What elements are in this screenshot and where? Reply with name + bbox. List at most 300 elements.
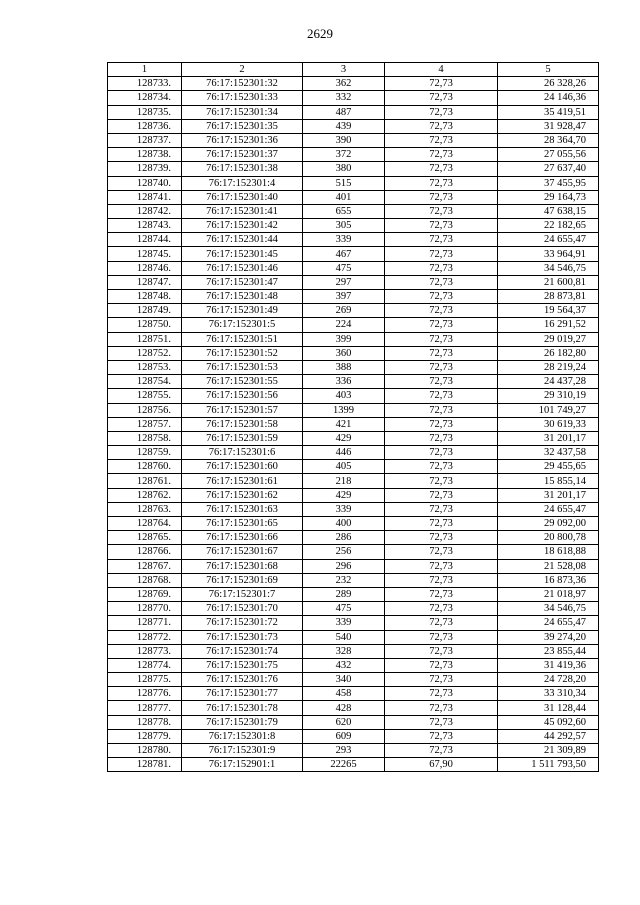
table-row bbox=[108, 91, 599, 105]
row-number-cell: 128769. bbox=[108, 587, 182, 601]
rate-cell: 72,73 bbox=[385, 687, 498, 701]
cadastral-number-cell: 76:17:152301:67 bbox=[182, 545, 303, 559]
cadastral-number-cell: 76:17:152301:32 bbox=[182, 77, 303, 91]
area-cell: 339 bbox=[303, 502, 385, 516]
rate-cell: 72,73 bbox=[385, 105, 498, 119]
cadastral-number-cell: 76:17:152301:4 bbox=[182, 176, 303, 190]
rate-cell: 72,73 bbox=[385, 474, 498, 488]
value-cell: 29 092,00 bbox=[498, 517, 599, 531]
cadastral-number-cell: 76:17:152301:61 bbox=[182, 474, 303, 488]
row-number-cell: 128741. bbox=[108, 190, 182, 204]
cadastral-number-cell: 76:17:152301:36 bbox=[182, 133, 303, 147]
value-cell: 39 274,20 bbox=[498, 630, 599, 644]
table-row bbox=[108, 318, 599, 332]
area-cell: 467 bbox=[303, 247, 385, 261]
cadastral-number-cell: 76:17:152301:66 bbox=[182, 531, 303, 545]
rate-cell: 72,73 bbox=[385, 587, 498, 601]
table-row bbox=[108, 176, 599, 190]
cadastral-number-cell: 76:17:152301:34 bbox=[182, 105, 303, 119]
area-cell: 232 bbox=[303, 573, 385, 587]
rate-cell: 72,73 bbox=[385, 602, 498, 616]
cadastral-number-cell: 76:17:152301:73 bbox=[182, 630, 303, 644]
value-cell: 15 855,14 bbox=[498, 474, 599, 488]
value-cell: 24 437,28 bbox=[498, 375, 599, 389]
rate-cell: 72,73 bbox=[385, 346, 498, 360]
area-cell: 400 bbox=[303, 517, 385, 531]
row-number-cell: 128755. bbox=[108, 389, 182, 403]
rate-cell: 72,73 bbox=[385, 247, 498, 261]
rate-cell: 72,73 bbox=[385, 616, 498, 630]
rate-cell: 72,73 bbox=[385, 517, 498, 531]
area-cell: 515 bbox=[303, 176, 385, 190]
cadastral-number-cell: 76:17:152301:51 bbox=[182, 332, 303, 346]
rate-cell: 72,73 bbox=[385, 162, 498, 176]
table-row bbox=[108, 332, 599, 346]
value-cell: 32 437,58 bbox=[498, 446, 599, 460]
area-cell: 286 bbox=[303, 531, 385, 545]
row-number-cell: 128749. bbox=[108, 304, 182, 318]
cadastral-number-cell: 76:17:152301:46 bbox=[182, 261, 303, 275]
rate-cell: 72,73 bbox=[385, 431, 498, 445]
row-number-cell: 128764. bbox=[108, 517, 182, 531]
cadastral-number-cell: 76:17:152301:35 bbox=[182, 119, 303, 133]
row-number-cell: 128753. bbox=[108, 360, 182, 374]
rate-cell: 72,73 bbox=[385, 673, 498, 687]
table-row bbox=[108, 304, 599, 318]
table-row bbox=[108, 275, 599, 289]
row-number-cell: 128766. bbox=[108, 545, 182, 559]
table-row bbox=[108, 673, 599, 687]
area-cell: 296 bbox=[303, 559, 385, 573]
rate-cell: 72,73 bbox=[385, 630, 498, 644]
table-row bbox=[108, 290, 599, 304]
cadastral-number-cell: 76:17:152301:8 bbox=[182, 729, 303, 743]
area-cell: 475 bbox=[303, 602, 385, 616]
row-number-cell: 128736. bbox=[108, 119, 182, 133]
rate-cell: 72,73 bbox=[385, 176, 498, 190]
area-cell: 256 bbox=[303, 545, 385, 559]
cadastral-number-cell: 76:17:152301:38 bbox=[182, 162, 303, 176]
table-row bbox=[108, 233, 599, 247]
rate-cell: 72,73 bbox=[385, 488, 498, 502]
rate-cell: 72,73 bbox=[385, 417, 498, 431]
area-cell: 328 bbox=[303, 644, 385, 658]
rate-cell: 72,73 bbox=[385, 545, 498, 559]
column-header-1: 1 bbox=[108, 63, 182, 77]
row-number-cell: 128742. bbox=[108, 204, 182, 218]
row-number-cell: 128770. bbox=[108, 602, 182, 616]
area-cell: 390 bbox=[303, 133, 385, 147]
cadastral-number-cell: 76:17:152301:40 bbox=[182, 190, 303, 204]
area-cell: 620 bbox=[303, 715, 385, 729]
rate-cell: 72,73 bbox=[385, 502, 498, 516]
table-row bbox=[108, 119, 599, 133]
area-cell: 289 bbox=[303, 587, 385, 601]
table-row bbox=[108, 403, 599, 417]
row-number-cell: 128747. bbox=[108, 275, 182, 289]
rate-cell: 72,73 bbox=[385, 304, 498, 318]
area-cell: 305 bbox=[303, 219, 385, 233]
table-row bbox=[108, 602, 599, 616]
table-row bbox=[108, 389, 599, 403]
table-row bbox=[108, 148, 599, 162]
value-cell: 21 528,08 bbox=[498, 559, 599, 573]
table-row bbox=[108, 162, 599, 176]
value-cell: 28 364,70 bbox=[498, 133, 599, 147]
row-number-cell: 128758. bbox=[108, 431, 182, 445]
row-number-cell: 128746. bbox=[108, 261, 182, 275]
area-cell: 439 bbox=[303, 119, 385, 133]
table-row bbox=[108, 744, 599, 758]
row-number-cell: 128781. bbox=[108, 758, 182, 772]
row-number-cell: 128748. bbox=[108, 290, 182, 304]
area-cell: 429 bbox=[303, 431, 385, 445]
row-number-cell: 128776. bbox=[108, 687, 182, 701]
value-cell: 29 164,73 bbox=[498, 190, 599, 204]
row-number-cell: 128778. bbox=[108, 715, 182, 729]
row-number-cell: 128763. bbox=[108, 502, 182, 516]
value-cell: 16 873,36 bbox=[498, 573, 599, 587]
cadastral-number-cell: 76:17:152301:65 bbox=[182, 517, 303, 531]
cadastral-number-cell: 76:17:152301:33 bbox=[182, 91, 303, 105]
row-number-cell: 128740. bbox=[108, 176, 182, 190]
table-row bbox=[108, 729, 599, 743]
area-cell: 388 bbox=[303, 360, 385, 374]
cadastral-number-cell: 76:17:152301:45 bbox=[182, 247, 303, 261]
area-cell: 293 bbox=[303, 744, 385, 758]
value-cell: 18 618,88 bbox=[498, 545, 599, 559]
value-cell: 27 637,40 bbox=[498, 162, 599, 176]
row-number-cell: 128733. bbox=[108, 77, 182, 91]
column-header-2: 2 bbox=[182, 63, 303, 77]
rate-cell: 72,73 bbox=[385, 204, 498, 218]
cadastral-number-cell: 76:17:152301:76 bbox=[182, 673, 303, 687]
table-row bbox=[108, 105, 599, 119]
rate-cell: 72,73 bbox=[385, 190, 498, 204]
rate-cell: 72,73 bbox=[385, 701, 498, 715]
rate-cell: 72,73 bbox=[385, 233, 498, 247]
value-cell: 31 201,17 bbox=[498, 431, 599, 445]
table-row bbox=[108, 77, 599, 91]
table-row bbox=[108, 758, 599, 772]
value-cell: 34 546,75 bbox=[498, 261, 599, 275]
value-cell: 28 219,24 bbox=[498, 360, 599, 374]
value-cell: 33 310,34 bbox=[498, 687, 599, 701]
row-number-cell: 128768. bbox=[108, 573, 182, 587]
value-cell: 21 018,97 bbox=[498, 587, 599, 601]
cadastral-number-cell: 76:17:152301:68 bbox=[182, 559, 303, 573]
table-row bbox=[108, 616, 599, 630]
table-row bbox=[108, 460, 599, 474]
row-number-cell: 128777. bbox=[108, 701, 182, 715]
value-cell: 31 419,36 bbox=[498, 658, 599, 672]
value-cell: 28 873,81 bbox=[498, 290, 599, 304]
cadastral-number-cell: 76:17:152301:6 bbox=[182, 446, 303, 460]
value-cell: 24 655,47 bbox=[498, 616, 599, 630]
cadastral-number-cell: 76:17:152301:63 bbox=[182, 502, 303, 516]
rate-cell: 72,73 bbox=[385, 275, 498, 289]
value-cell: 33 964,91 bbox=[498, 247, 599, 261]
rate-cell: 72,73 bbox=[385, 91, 498, 105]
table-row bbox=[108, 517, 599, 531]
cadastral-number-cell: 76:17:152301:72 bbox=[182, 616, 303, 630]
row-number-cell: 128738. bbox=[108, 148, 182, 162]
area-cell: 475 bbox=[303, 261, 385, 275]
row-number-cell: 128743. bbox=[108, 219, 182, 233]
table-row bbox=[108, 687, 599, 701]
value-cell: 29 310,19 bbox=[498, 389, 599, 403]
cadastral-number-cell: 76:17:152301:7 bbox=[182, 587, 303, 601]
row-number-cell: 128761. bbox=[108, 474, 182, 488]
area-cell: 487 bbox=[303, 105, 385, 119]
value-cell: 26 182,80 bbox=[498, 346, 599, 360]
area-cell: 224 bbox=[303, 318, 385, 332]
cadastral-number-cell: 76:17:152301:58 bbox=[182, 417, 303, 431]
cadastral-number-cell: 76:17:152301:52 bbox=[182, 346, 303, 360]
rate-cell: 72,73 bbox=[385, 133, 498, 147]
table-row bbox=[108, 658, 599, 672]
cadastral-number-cell: 76:17:152301:53 bbox=[182, 360, 303, 374]
row-number-cell: 128780. bbox=[108, 744, 182, 758]
table-row bbox=[108, 559, 599, 573]
value-cell: 24 728,20 bbox=[498, 673, 599, 687]
table-row bbox=[108, 573, 599, 587]
column-header-5: 5 bbox=[498, 63, 599, 77]
area-cell: 336 bbox=[303, 375, 385, 389]
rate-cell: 72,73 bbox=[385, 644, 498, 658]
table-row bbox=[108, 261, 599, 275]
row-number-cell: 128762. bbox=[108, 488, 182, 502]
value-cell: 29 455,65 bbox=[498, 460, 599, 474]
area-cell: 399 bbox=[303, 332, 385, 346]
rate-cell: 72,73 bbox=[385, 729, 498, 743]
value-cell: 24 146,36 bbox=[498, 91, 599, 105]
row-number-cell: 128779. bbox=[108, 729, 182, 743]
value-cell: 21 600,81 bbox=[498, 275, 599, 289]
table-row bbox=[108, 219, 599, 233]
table-row bbox=[108, 133, 599, 147]
value-cell: 31 128,44 bbox=[498, 701, 599, 715]
area-cell: 458 bbox=[303, 687, 385, 701]
area-cell: 1399 bbox=[303, 403, 385, 417]
row-number-cell: 128775. bbox=[108, 673, 182, 687]
area-cell: 372 bbox=[303, 148, 385, 162]
table-row bbox=[108, 545, 599, 559]
cadastral-number-cell: 76:17:152901:1 bbox=[182, 758, 303, 772]
value-cell: 34 546,75 bbox=[498, 602, 599, 616]
cadastral-number-cell: 76:17:152301:49 bbox=[182, 304, 303, 318]
area-cell: 362 bbox=[303, 77, 385, 91]
area-cell: 269 bbox=[303, 304, 385, 318]
area-cell: 403 bbox=[303, 389, 385, 403]
value-cell: 26 328,26 bbox=[498, 77, 599, 91]
rate-cell: 72,73 bbox=[385, 375, 498, 389]
row-number-cell: 128767. bbox=[108, 559, 182, 573]
rate-cell: 72,73 bbox=[385, 531, 498, 545]
cadastral-value-table bbox=[107, 62, 599, 772]
row-number-cell: 128734. bbox=[108, 91, 182, 105]
cadastral-number-cell: 76:17:152301:57 bbox=[182, 403, 303, 417]
area-cell: 446 bbox=[303, 446, 385, 460]
cadastral-number-cell: 76:17:152301:42 bbox=[182, 219, 303, 233]
row-number-cell: 128771. bbox=[108, 616, 182, 630]
value-cell: 47 638,15 bbox=[498, 204, 599, 218]
area-cell: 397 bbox=[303, 290, 385, 304]
value-cell: 35 419,51 bbox=[498, 105, 599, 119]
table-body bbox=[108, 77, 599, 772]
value-cell: 44 292,57 bbox=[498, 729, 599, 743]
value-cell: 37 455,95 bbox=[498, 176, 599, 190]
row-number-cell: 128750. bbox=[108, 318, 182, 332]
rate-cell: 72,73 bbox=[385, 658, 498, 672]
cadastral-number-cell: 76:17:152301:5 bbox=[182, 318, 303, 332]
value-cell: 45 092,60 bbox=[498, 715, 599, 729]
row-number-cell: 128760. bbox=[108, 460, 182, 474]
value-cell: 21 309,89 bbox=[498, 744, 599, 758]
cadastral-number-cell: 76:17:152301:74 bbox=[182, 644, 303, 658]
value-cell: 24 655,47 bbox=[498, 233, 599, 247]
area-cell: 421 bbox=[303, 417, 385, 431]
table-row bbox=[108, 644, 599, 658]
area-cell: 218 bbox=[303, 474, 385, 488]
cadastral-number-cell: 76:17:152301:9 bbox=[182, 744, 303, 758]
cadastral-number-cell: 76:17:152301:78 bbox=[182, 701, 303, 715]
value-cell: 31 928,47 bbox=[498, 119, 599, 133]
cadastral-number-cell: 76:17:152301:77 bbox=[182, 687, 303, 701]
value-cell: 24 655,47 bbox=[498, 502, 599, 516]
row-number-cell: 128756. bbox=[108, 403, 182, 417]
value-cell: 16 291,52 bbox=[498, 318, 599, 332]
value-cell: 101 749,27 bbox=[498, 403, 599, 417]
area-cell: 332 bbox=[303, 91, 385, 105]
value-cell: 29 019,27 bbox=[498, 332, 599, 346]
rate-cell: 67,90 bbox=[385, 758, 498, 772]
cadastral-number-cell: 76:17:152301:41 bbox=[182, 204, 303, 218]
area-cell: 22265 bbox=[303, 758, 385, 772]
row-number-cell: 128745. bbox=[108, 247, 182, 261]
table-row bbox=[108, 488, 599, 502]
rate-cell: 72,73 bbox=[385, 744, 498, 758]
cadastral-number-cell: 76:17:152301:70 bbox=[182, 602, 303, 616]
cadastral-number-cell: 76:17:152301:69 bbox=[182, 573, 303, 587]
area-cell: 339 bbox=[303, 233, 385, 247]
value-cell: 31 201,17 bbox=[498, 488, 599, 502]
area-cell: 297 bbox=[303, 275, 385, 289]
cadastral-number-cell: 76:17:152301:79 bbox=[182, 715, 303, 729]
table-row bbox=[108, 375, 599, 389]
table-row bbox=[108, 630, 599, 644]
cadastral-number-cell: 76:17:152301:75 bbox=[182, 658, 303, 672]
rate-cell: 72,73 bbox=[385, 360, 498, 374]
table-row bbox=[108, 247, 599, 261]
row-number-cell: 128759. bbox=[108, 446, 182, 460]
value-cell: 30 619,33 bbox=[498, 417, 599, 431]
row-number-cell: 128739. bbox=[108, 162, 182, 176]
value-cell: 1 511 793,50 bbox=[498, 758, 599, 772]
rate-cell: 72,73 bbox=[385, 715, 498, 729]
table-row bbox=[108, 417, 599, 431]
rate-cell: 72,73 bbox=[385, 460, 498, 474]
area-cell: 339 bbox=[303, 616, 385, 630]
row-number-cell: 128754. bbox=[108, 375, 182, 389]
table-row bbox=[108, 587, 599, 601]
rate-cell: 72,73 bbox=[385, 77, 498, 91]
area-cell: 428 bbox=[303, 701, 385, 715]
row-number-cell: 128757. bbox=[108, 417, 182, 431]
cadastral-number-cell: 76:17:152301:44 bbox=[182, 233, 303, 247]
area-cell: 655 bbox=[303, 204, 385, 218]
row-number-cell: 128751. bbox=[108, 332, 182, 346]
table-row bbox=[108, 701, 599, 715]
column-header-3: 3 bbox=[303, 63, 385, 77]
rate-cell: 72,73 bbox=[385, 261, 498, 275]
rate-cell: 72,73 bbox=[385, 119, 498, 133]
area-cell: 405 bbox=[303, 460, 385, 474]
cadastral-number-cell: 76:17:152301:59 bbox=[182, 431, 303, 445]
area-cell: 609 bbox=[303, 729, 385, 743]
table-row bbox=[108, 474, 599, 488]
page-number: 2629 bbox=[307, 26, 333, 41]
cadastral-number-cell: 76:17:152301:56 bbox=[182, 389, 303, 403]
table-row bbox=[108, 360, 599, 374]
cadastral-number-cell: 76:17:152301:47 bbox=[182, 275, 303, 289]
value-cell: 19 564,37 bbox=[498, 304, 599, 318]
rate-cell: 72,73 bbox=[385, 559, 498, 573]
table-row bbox=[108, 204, 599, 218]
area-cell: 380 bbox=[303, 162, 385, 176]
cadastral-number-cell: 76:17:152301:37 bbox=[182, 148, 303, 162]
column-header-4: 4 bbox=[385, 63, 498, 77]
rate-cell: 72,73 bbox=[385, 290, 498, 304]
area-cell: 340 bbox=[303, 673, 385, 687]
cadastral-number-cell: 76:17:152301:48 bbox=[182, 290, 303, 304]
rate-cell: 72,73 bbox=[385, 219, 498, 233]
value-cell: 27 055,56 bbox=[498, 148, 599, 162]
table-row bbox=[108, 446, 599, 460]
area-cell: 540 bbox=[303, 630, 385, 644]
table-row bbox=[108, 190, 599, 204]
rate-cell: 72,73 bbox=[385, 573, 498, 587]
row-number-cell: 128744. bbox=[108, 233, 182, 247]
table-row bbox=[108, 431, 599, 445]
table-row bbox=[108, 502, 599, 516]
area-cell: 360 bbox=[303, 346, 385, 360]
rate-cell: 72,73 bbox=[385, 332, 498, 346]
row-number-cell: 128735. bbox=[108, 105, 182, 119]
cadastral-number-cell: 76:17:152301:55 bbox=[182, 375, 303, 389]
cadastral-number-cell: 76:17:152301:62 bbox=[182, 488, 303, 502]
cadastral-number-cell: 76:17:152301:60 bbox=[182, 460, 303, 474]
value-cell: 20 800,78 bbox=[498, 531, 599, 545]
row-number-cell: 128772. bbox=[108, 630, 182, 644]
table-row bbox=[108, 531, 599, 545]
row-number-cell: 128765. bbox=[108, 531, 182, 545]
row-number-cell: 128737. bbox=[108, 133, 182, 147]
row-number-cell: 128774. bbox=[108, 658, 182, 672]
value-cell: 22 182,65 bbox=[498, 219, 599, 233]
value-cell: 23 855,44 bbox=[498, 644, 599, 658]
area-cell: 401 bbox=[303, 190, 385, 204]
rate-cell: 72,73 bbox=[385, 403, 498, 417]
table-row bbox=[108, 346, 599, 360]
table-row bbox=[108, 715, 599, 729]
rate-cell: 72,73 bbox=[385, 148, 498, 162]
row-number-cell: 128773. bbox=[108, 644, 182, 658]
table-header-row bbox=[108, 63, 599, 77]
rate-cell: 72,73 bbox=[385, 389, 498, 403]
area-cell: 432 bbox=[303, 658, 385, 672]
area-cell: 429 bbox=[303, 488, 385, 502]
